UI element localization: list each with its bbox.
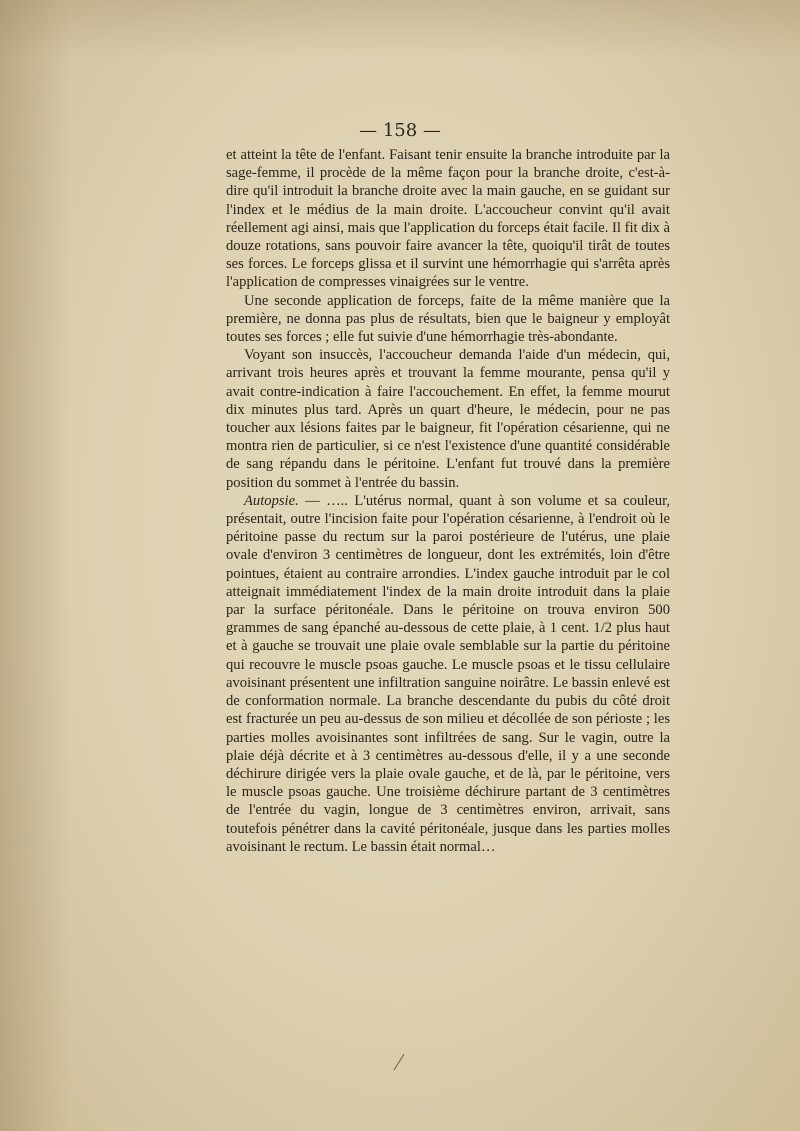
page-edge-shadow-left: [0, 0, 70, 1131]
paragraph-medecin: Voyant son insuccès, l'accoucheur demanda l'aide d'un médecin, qui, arrivant trois heures après et trouvant la femme mourante, pensa qu'il y avait contre-indication à faire l'accouchement. En effet, la femme mourut dix minutes plus tard. Après un quart d'heure, le médecin, pour ne pas toucher aux lésions faites par le baigneur, fit l'opération césarienne, qui ne montra rien de particulier, si ce n'est l'existence d'une quantité considérable de sang répandu dans le péritoine. L'enfant fut trouvé dans la première position du sommet à l'entrée du bassin.: [226, 347, 670, 491]
page-number: — 158 —: [359, 120, 441, 141]
page-edge-shadow-top: [0, 0, 800, 60]
pen-mark: [392, 1052, 406, 1072]
body-text: [226, 146, 670, 856]
paragraph-forceps-second: Une seconde application de forceps, faite de la même manière que la première, ne donna pas plus de résultats, bien que le baigneur y employât toutes ses forces ; elle fut suivie d'une hémorrhagie très-abondante.: [226, 292, 670, 346]
paragraph-autopsie: [226, 492, 670, 856]
autopsie-label: Autopsie.: [244, 492, 299, 509]
autopsie-text: — ….. L'utérus normal, quant à son volume et sa couleur, présentait, outre l'incision faite pour l'opération césarienne, à l'endroit où le péritoine passe du rectum sur la paroi postérieure de l'utérus, une plaie ovale d'environ 3 centimètres de longueur, dont les extrémités, loin d'être pointues, étaient au contraire arrondies. L'index gauche introduit par le col atteignait immédiatement l'index de la main droite introduit dans la plaie par la surface péritonéale. Dans le péritoine on trouva environ 500 grammes de sang épanché au-dessous de cette plaie, à 1 cent. 1/2 plus haut et à gauche se trouvait une plaie ovale semblable sur la partie du péritoine qui recouvre le muscle psoas gauche. Le muscle psoas et le tissu cellulaire avoisinant présentent une infiltration sanguine noirâtre. Le bassin enlevé est de conformation normale. La branche descendante du pubis du côté droit est fracturée un peu au-dessus de son milieu et décollée de son périoste ; les parties molles avoisinantes sont infiltrées de sang. Sur le vagin, outre la plaie déjà décrite et à 3 centimètres au-dessous d'elle, il y a une seconde déchirure dirigée vers la plaie ovale gauche, et de là, par le péritoine, vers le muscle psoas gauche. Une troisième déchirure partant de 3 centimètres de l'entrée du vagin, longue de 3 centimètres environ, arrivait, sans toutefois pénétrer dans la cavité péritonéale, jusque dans les parties molles avoisinant le rectum. Le bassin était normal…: [226, 492, 670, 855]
paragraph-forceps-first: et atteint la tête de l'enfant. Faisant tenir ensuite la branche introduite par la sage-femme, il procède de la même façon pour la branche droite, c'est-à-dire qu'il introduit la branche droite avec la main gauche, en se guidant sur l'index et le médius de la main droite. L'accoucheur convint qu'il avait réellement agi ainsi, mais que l'application du forceps était facile. Il fit dix à douze rotations, sans pouvoir faire avancer la tête, quoiqu'il tirât de toutes ses forces. Le forceps glissa et il survint une hémorrhagie qui s'arrêta après l'application de compresses vinaigrées sur le ventre.: [226, 147, 670, 291]
